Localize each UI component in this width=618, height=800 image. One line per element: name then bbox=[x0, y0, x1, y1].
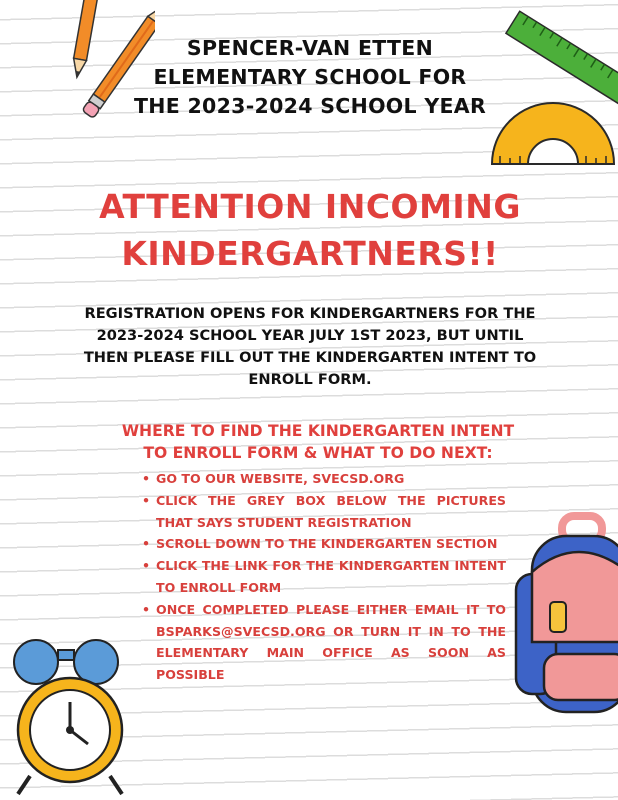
alarm-clock-icon bbox=[0, 636, 132, 800]
instruction-step: • CLICK THE LINK FOR THE KINDERGARTEN INTENT TO ENROLL FORM bbox=[140, 555, 506, 599]
instructions-heading: WHERE TO FIND THE KINDERGARTEN INTENT TO ENROLL FORM & WHAT TO DO NEXT: bbox=[121, 422, 515, 462]
instruction-step: • ONCE COMPLETED PLEASE EITHER EMAIL IT TO BSPARKS@SVECSD.ORG OR TURN IT IN TO THE ELEMENTARY MAIN OFFICE AS SOON AS POSSIBLE bbox=[140, 599, 506, 686]
instructions-list bbox=[140, 468, 506, 686]
registration-notice: REGISTRATION OPENS FOR KINDERGARTNERS FOR THE 2023-2024 SCHOOL YEAR JULY 1ST 2023, BUT UNTIL THEN PLEASE FILL OUT THE KINDERGARTEN INTENT TO ENROLL FORM. bbox=[83, 305, 537, 388]
attention-headline: ATTENTION INCOMING KINDERGARTNERS!! bbox=[99, 187, 521, 273]
protractor-icon bbox=[488, 86, 618, 168]
instruction-step: • SCROLL DOWN TO THE KINDERGARTEN SECTION bbox=[140, 533, 506, 555]
instruction-step: • GO TO OUR WEBSITE, SVECSD.ORG bbox=[140, 468, 506, 490]
instruction-step: • CLICK THE GREY BOX BELOW THE PICTURES THAT SAYS STUDENT REGISTRATION bbox=[140, 490, 506, 534]
backpack-icon bbox=[510, 512, 618, 722]
school-title: SPENCER-VAN ETTEN ELEMENTARY SCHOOL FOR THE 2023-2024 SCHOOL YEAR bbox=[133, 36, 487, 118]
